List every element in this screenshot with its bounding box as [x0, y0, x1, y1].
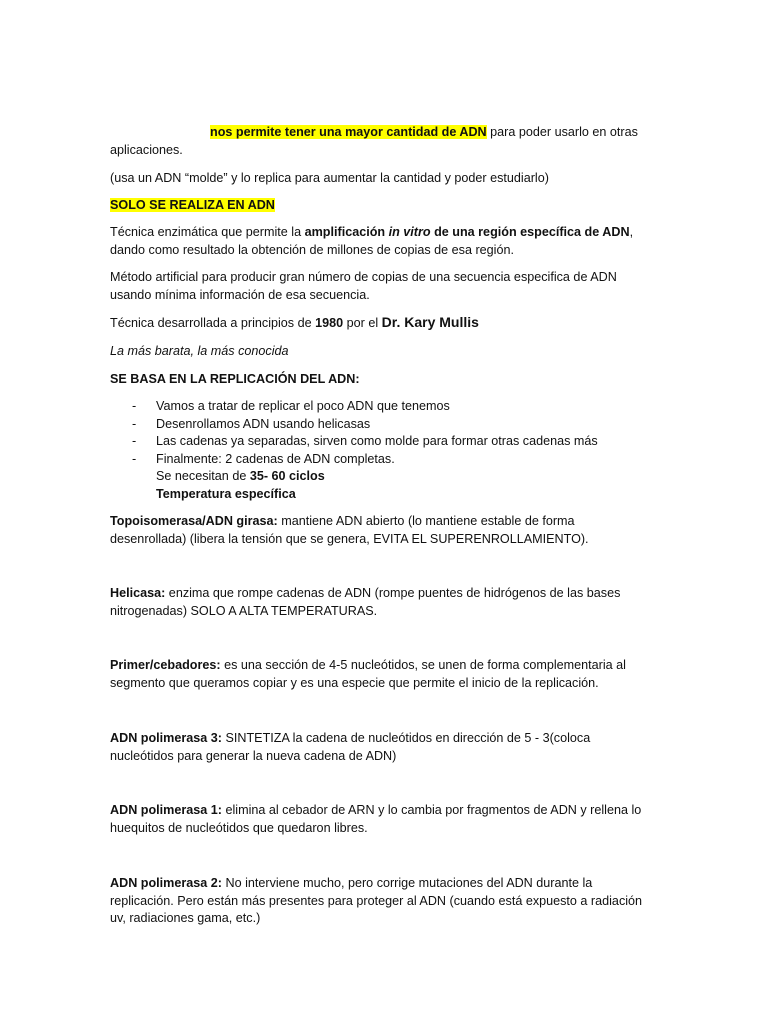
- enzyme-topoisomerase: [110, 513, 650, 548]
- enzyme-term: Primer/cebadores:: [110, 658, 221, 672]
- intro-rest: para poder usarlo en otras aplicaciones.: [110, 125, 638, 157]
- enzyme-term: ADN polimerasa 2:: [110, 876, 222, 890]
- enzyme-desc: SINTETIZA la cadena de nucleótidos en dirección de 5 - 3(coloca nucleótidos para generar la nueva cadena de ADN): [110, 731, 591, 763]
- enzyme-helicase: [110, 585, 650, 620]
- list-item: [110, 451, 650, 469]
- only-dna-paragraph: [110, 197, 650, 215]
- enzyme-desc: elimina al cebador de ARN y lo cambia por fragmentos de ADN y rellena lo huequitos de nucleótidos que quedaron libres.: [110, 803, 642, 835]
- enzyme-polymerase-2: [110, 875, 650, 928]
- cycles-value: 35- 60 ciclos: [249, 469, 325, 483]
- enzyme-term: ADN polimerasa 1:: [110, 803, 222, 817]
- definition-text-1: Técnica enzimática que permite la: [110, 225, 305, 239]
- enzyme-term: Helicasa:: [110, 586, 166, 600]
- cycles-text: Se necesitan de: [156, 469, 250, 483]
- definition-bold-1: amplificación: [304, 225, 389, 239]
- list-bullet: -: [132, 434, 137, 448]
- based-on-text: SE BASA EN LA REPLICACIÓN DEL ADN:: [110, 372, 360, 386]
- temperature-line: [110, 486, 650, 504]
- steps-list: [110, 398, 650, 503]
- enzyme-term: ADN polimerasa 3:: [110, 731, 222, 745]
- step-text: Vamos a tratar de replicar el poco ADN que tenemos: [156, 399, 450, 413]
- note-paragraph: (usa un ADN “molde” y lo replica para aumentar la cantidad y poder estudiarlo): [110, 171, 549, 185]
- intro-paragraph: [110, 124, 650, 159]
- developed-text-1: Técnica desarrollada a principios de: [110, 316, 316, 330]
- definition-paragraph: [110, 224, 650, 259]
- list-bullet: -: [132, 416, 137, 431]
- list-bullet: -: [132, 399, 137, 413]
- intro-highlight: nos permite tener una mayor cantidad de ADN: [210, 125, 487, 139]
- enzyme-primer: [110, 657, 650, 692]
- based-on-heading: [110, 371, 650, 389]
- list-bullet: -: [132, 451, 137, 466]
- step-text: Finalmente: 2 cadenas de ADN completas.: [156, 451, 395, 466]
- list-item: [110, 416, 650, 434]
- cheap-paragraph: [110, 343, 650, 361]
- enzyme-desc: No interviene mucho, pero corrige mutaciones del ADN durante la replicación. Pero están más presentes para proteger al ADN (cuando está expuesto a radiación uv, radiaciones gama, etc.): [110, 876, 643, 925]
- cycles-line: [110, 468, 650, 486]
- enzyme-polymerase-3: [110, 730, 650, 765]
- enzyme-desc: es una sección de 4-5 nucleótidos, se unen de forma complementaria al segmento que queramos copiar y es una especie que permite el inicio de la replicación.: [110, 658, 626, 690]
- developed-paragraph: [110, 314, 650, 333]
- enzyme-desc: mantiene ADN abierto (lo mantiene estable de forma desenrollada) (libera la tensión que se genera, EVITA EL SUPERENROLLAMIENTO).: [110, 514, 589, 546]
- developed-year: 1980: [315, 316, 344, 330]
- step-text: Las cadenas ya separadas, sirven como molde para formar otras cadenas más: [156, 434, 598, 448]
- enzyme-desc: enzima que rompe cadenas de ADN (rompe puentes de hidrógenos de las bases nitrogenadas) SOLO A ALTA TEMPERATURAS.: [110, 586, 621, 618]
- definition-italic: in vitro: [388, 225, 431, 239]
- definition-text-2: , dando como resultado la obtención de millones de copias de esa región.: [110, 225, 634, 257]
- enzyme-term: Topoisomerasa/ADN girasa:: [110, 514, 278, 528]
- developed-text-2: por el: [343, 316, 382, 330]
- step-text: Desenrollamos ADN usando helicasas: [156, 416, 371, 431]
- method-paragraph: Método artificial para producir gran número de copias de una secuencia especifica de ADN usando mínima información de esa secuencia.: [110, 270, 617, 302]
- temperature-text: Temperatura específica: [156, 486, 296, 501]
- only-dna-label: SOLO SE REALIZA EN ADN: [110, 198, 275, 212]
- definition-bold-2: de una región específica de ADN: [430, 225, 630, 239]
- list-item: [110, 433, 650, 451]
- list-item: [110, 398, 650, 416]
- cheap-text: La más barata, la más conocida: [110, 344, 289, 358]
- developer-name: Dr. Kary Mullis: [381, 314, 479, 330]
- enzyme-polymerase-1: [110, 802, 650, 837]
